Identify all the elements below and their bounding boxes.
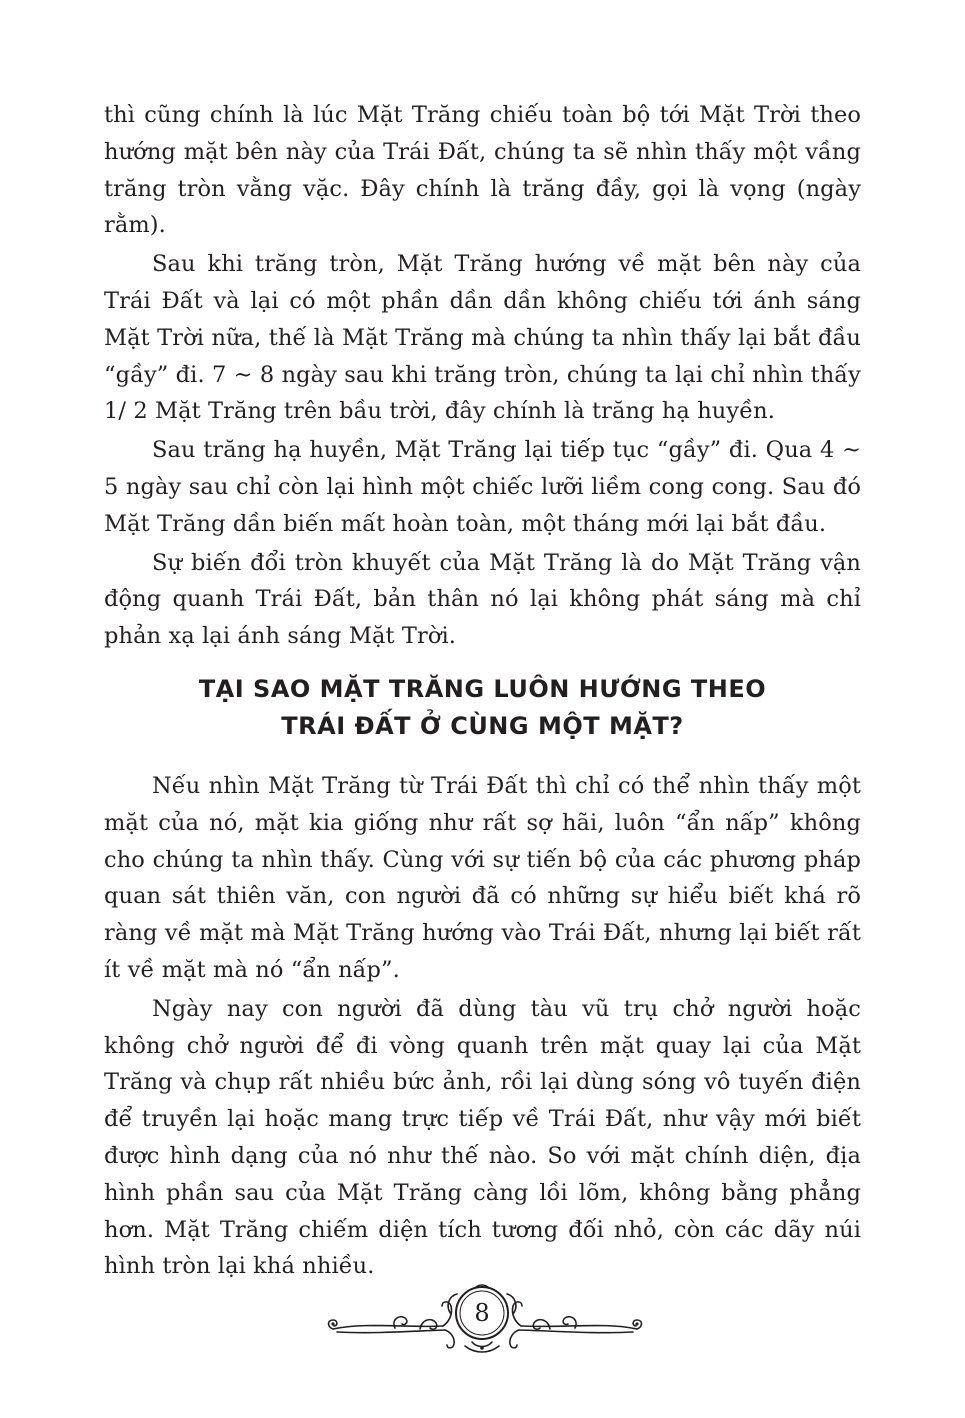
paragraph: Nếu nhìn Mặt Trăng từ Trái Đất thì chỉ có thể nhìn thấy một mặt của nó, mặt kia giống như rất sợ hãi, luôn “ẩn nấp” không cho chúng ta nhìn thấy. Cùng với sự tiến bộ của các phương pháp quan sát thiên văn, con người đã có những sự hiểu biết khá rõ ràng về mặt mà Mặt Trăng hướng vào Trái Đất, nhưng lại biết rất ít về mặt mà nó “ẩn nấp”. xyxy=(104,773,861,983)
paragraph: Ngày nay con người đã dùng tàu vũ trụ chở người hoặc không chở người để đi vòng quanh trên mặt quay lại của Mặt Trăng và chụp rất nhiều bức ảnh, rồi lại dùng sóng vô tuyến điện để truyền lại hoặc mang trực tiếp về Trái Đất, như vậy mới biết được hình dạng của nó như thế nào. So với mặt chính diện, địa hình phần sau của Mặt Trăng càng lồi lõm, không bằng phẳng hơn. Mặt Trăng chiếm diện tích tương đối nhỏ, còn các dãy núi hình tròn lại khá nhiều. xyxy=(104,995,861,1280)
paragraph: Sau trăng hạ huyền, Mặt Trăng lại tiếp tục “gầy” đi. Qua 4 ~ 5 ngày sau chỉ còn lại hình một chiếc lưỡi liềm cong cong. Sau đó Mặt Trăng dần biến mất hoàn toàn, một tháng mới lại bắt đầu. xyxy=(104,437,861,537)
text-block-bottom xyxy=(104,768,861,1287)
heading-line-1: TẠI SAO MẶT TRĂNG LUÔN HƯỚNG THEO xyxy=(198,675,767,703)
heading-line-2: TRÁI ĐẤT Ở CÙNG MỘT MẶT? xyxy=(281,712,684,740)
paragraph: Sau khi trăng tròn, Mặt Trăng hướng về mặt bên này của Trái Đất và lại có một phần dần dần không chiếu tới ánh sáng Mặt Trời nữa, thế là Mặt Trăng mà chúng ta nhìn thấy lại bắt đầu “gầy” đi. 7 ~ 8 ngày sau khi trăng tròn, chúng ta lại chỉ nhìn thấy 1/ 2 Mặt Trăng trên bầu trời, đây chính là trăng hạ huyền. xyxy=(104,251,861,425)
page-number: 8 xyxy=(474,1299,490,1327)
paragraph: Sự biến đổi tròn khuyết của Mặt Trăng là do Mặt Trăng vận động quanh Trái Đất, bản thân nó lại không phát sáng mà chỉ phản xạ lại ánh sáng Mặt Trời. xyxy=(104,549,861,650)
section-heading xyxy=(104,671,861,745)
paragraph: thì cũng chính là lúc Mặt Trăng chiếu toàn bộ tới Mặt Trời theo hướng mặt bên này của Trái Đất, chúng ta sẽ nhìn thấy một vầng trăng tròn vằng vặc. Đây chính là trăng đầy, gọi là vọng (ngày rằm). xyxy=(104,102,861,239)
text-block-top xyxy=(104,97,861,657)
